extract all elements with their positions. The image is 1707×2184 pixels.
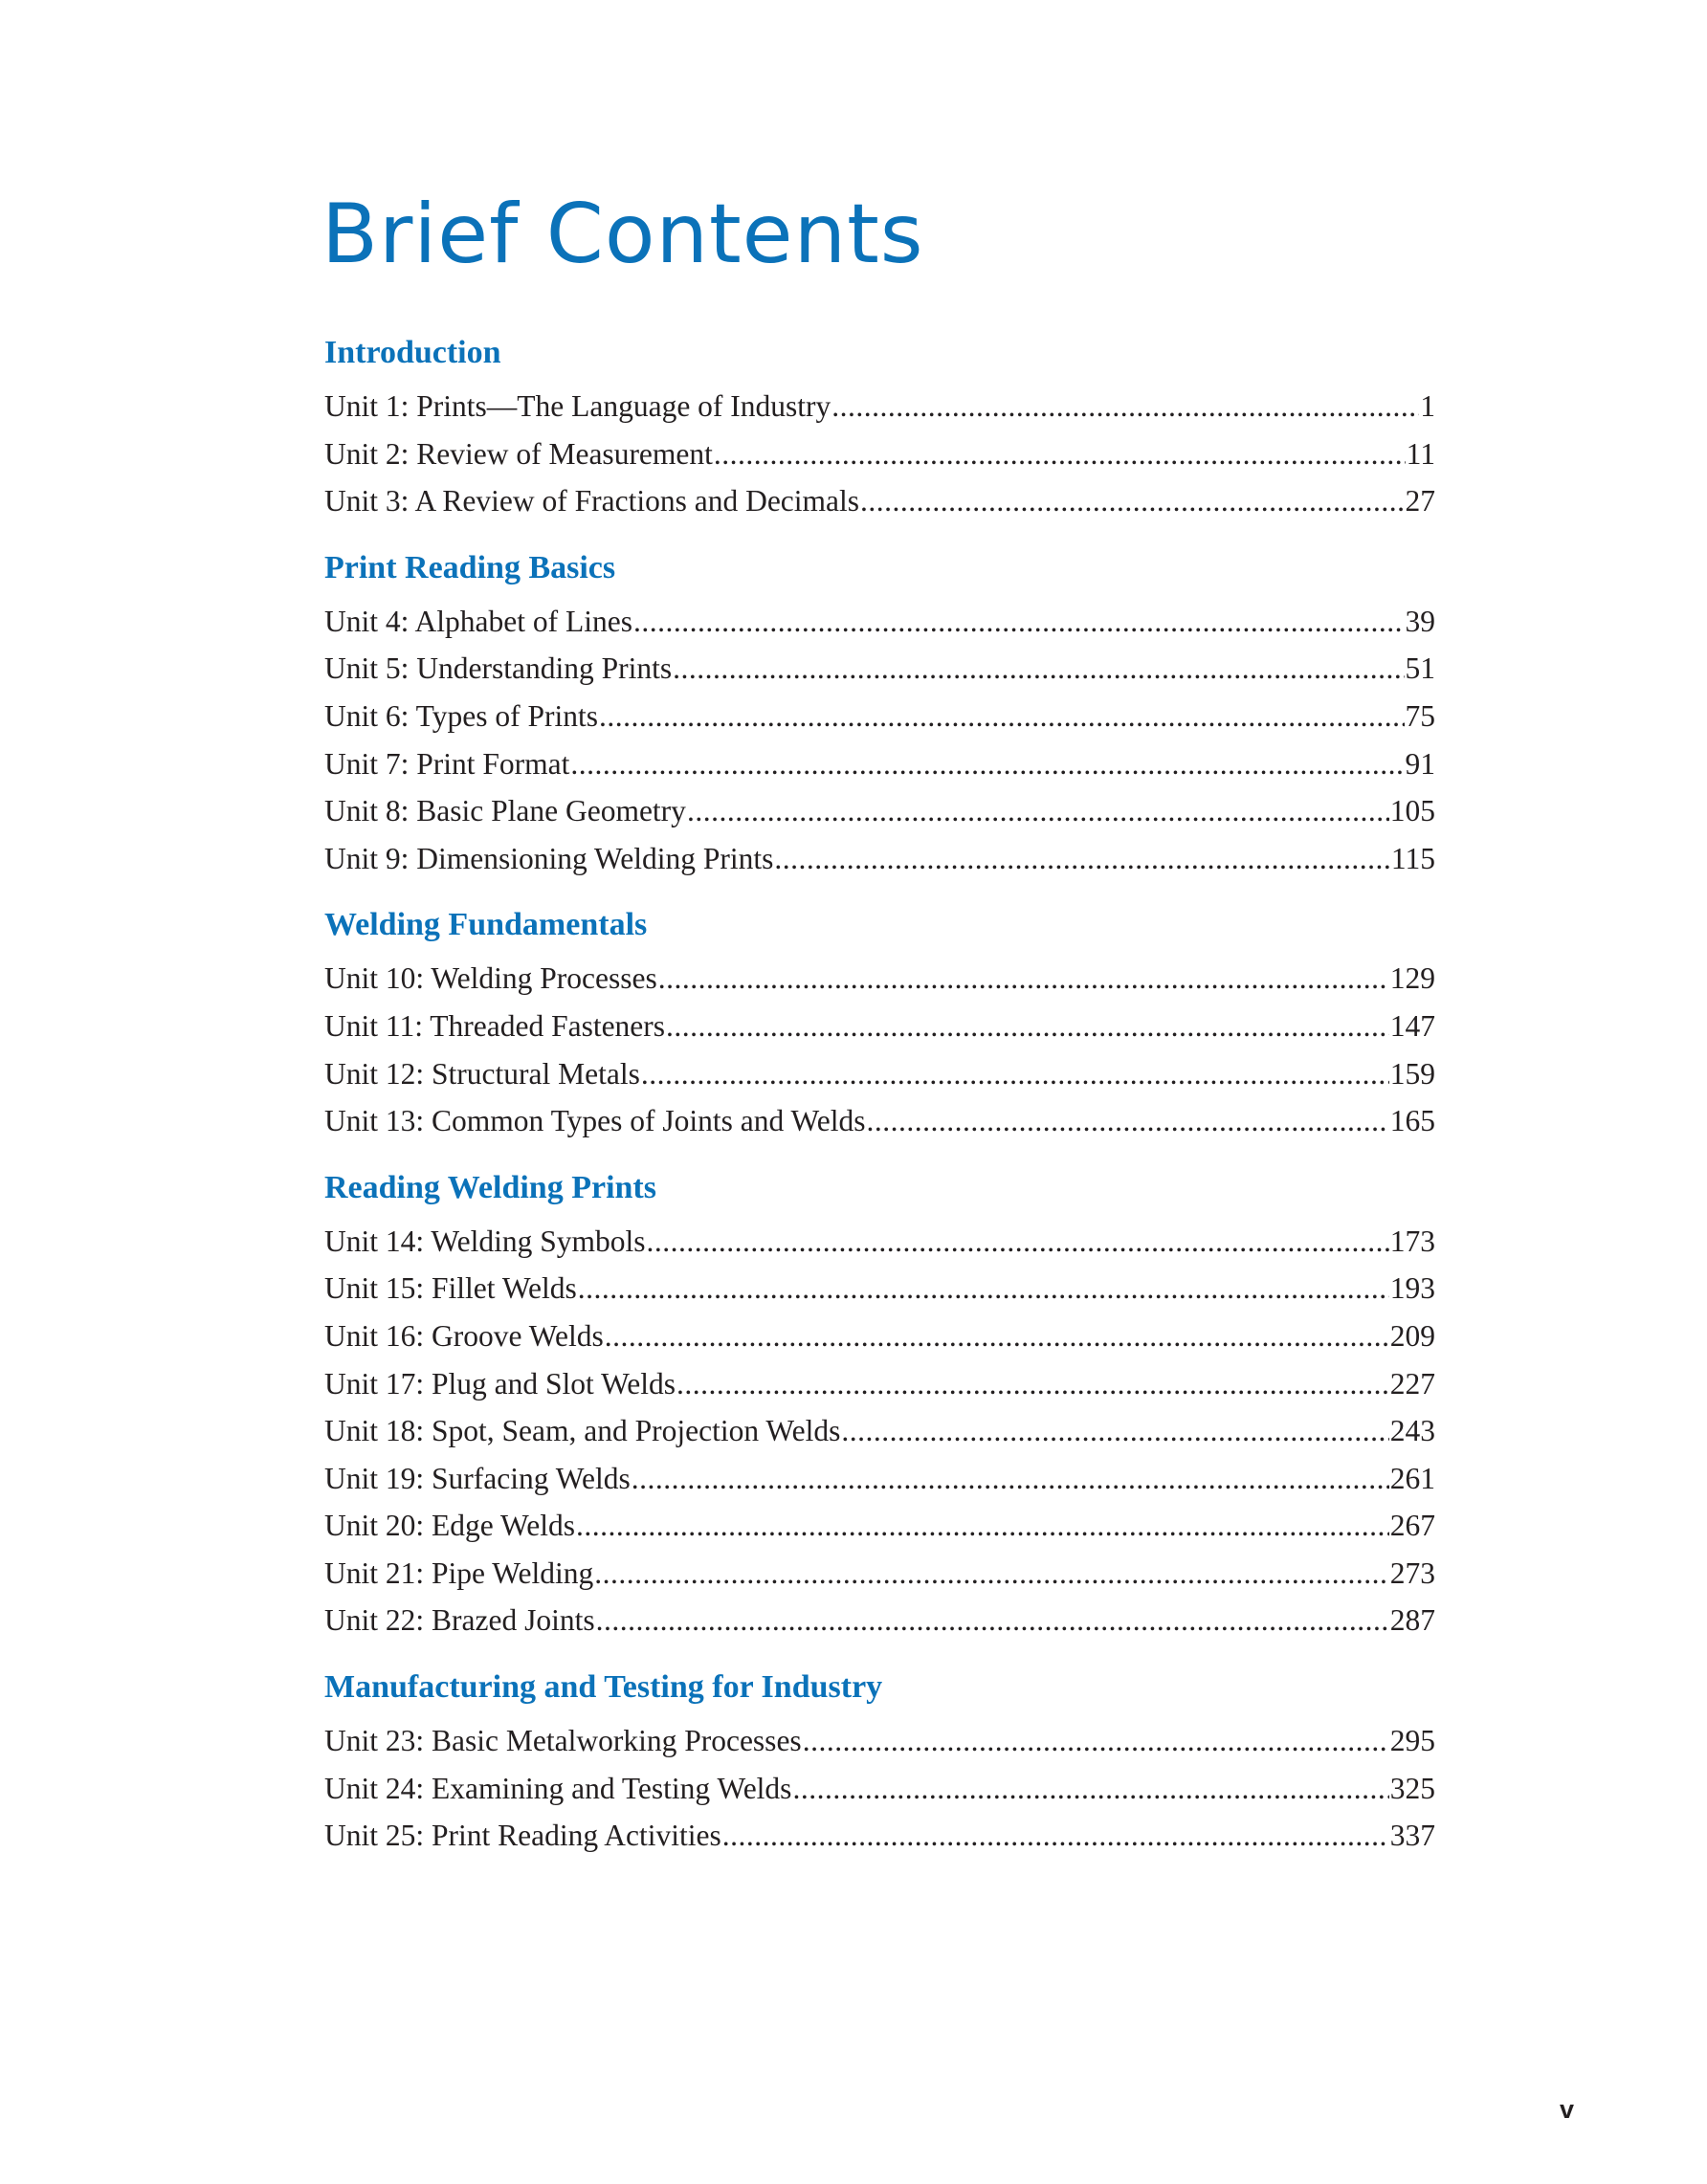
section-heading: Print Reading Basics: [324, 549, 616, 585]
dot-leader: [803, 1717, 1389, 1765]
toc-entry: [324, 1218, 1435, 1266]
page-number: 243: [1389, 1414, 1435, 1448]
page-number: 1: [1420, 389, 1435, 423]
toc-entry: [324, 1502, 1435, 1550]
page-number: 273: [1389, 1555, 1435, 1590]
page-number: 91: [1405, 746, 1435, 781]
entry-list: [324, 598, 1435, 883]
entry-title: Unit 5: Understanding Prints: [324, 651, 673, 686]
toc-section-reading-welding-prints: [324, 1158, 1435, 1644]
page-number: 173: [1389, 1224, 1435, 1258]
page-number: 129: [1389, 961, 1435, 996]
toc-entry: [324, 1265, 1435, 1313]
page-number: 115: [1390, 841, 1435, 875]
dot-leader: [658, 955, 1389, 1003]
page-number: 11: [1406, 436, 1435, 471]
page-number: 227: [1389, 1366, 1435, 1401]
toc-entry: [324, 1717, 1435, 1765]
entry-title: Unit 8: Basic Plane Geometry: [324, 794, 686, 828]
page-number: 51: [1405, 651, 1435, 686]
toc-entry: [324, 1812, 1435, 1860]
toc-entry: [324, 1313, 1435, 1360]
entry-title: Unit 20: Edge Welds: [324, 1509, 575, 1543]
dot-leader: [605, 1313, 1389, 1360]
toc-section-manufacturing-and-testing: [324, 1658, 1435, 1860]
dot-leader: [841, 1407, 1388, 1455]
entry-list: [324, 1717, 1435, 1860]
entry-title: Unit 15: Fillet Welds: [324, 1271, 577, 1306]
dot-leader: [576, 1502, 1389, 1550]
dot-leader: [714, 430, 1406, 478]
toc-entry: [324, 1550, 1435, 1598]
toc-section-welding-fundamentals: [324, 895, 1435, 1144]
entry-title: Unit 2: Review of Measurement: [324, 436, 713, 471]
toc-entry: [324, 645, 1435, 693]
dot-leader: [687, 787, 1389, 835]
entry-list: [324, 955, 1435, 1144]
page-number: 261: [1389, 1461, 1435, 1495]
toc-entry: [324, 430, 1435, 478]
toc-entry: [324, 787, 1435, 835]
toc-entry: [324, 477, 1435, 525]
toc-entry: [324, 693, 1435, 740]
dot-leader: [594, 1550, 1388, 1598]
dot-leader: [570, 740, 1404, 788]
entry-title: Unit 13: Common Types of Joints and Welds: [324, 1104, 866, 1138]
page-number: 209: [1389, 1318, 1435, 1353]
dot-leader: [578, 1265, 1389, 1313]
section-heading: Reading Welding Prints: [324, 1169, 656, 1205]
dot-leader: [792, 1765, 1388, 1813]
dot-leader: [633, 598, 1405, 646]
toc-entry: [324, 955, 1435, 1003]
page-number: 159: [1389, 1056, 1435, 1091]
toc-entry: [324, 1360, 1435, 1408]
page-folio: v: [1560, 2095, 1575, 2124]
section-heading: Welding Fundamentals: [324, 907, 648, 943]
page-number: 165: [1389, 1104, 1435, 1138]
toc-entry: [324, 383, 1435, 430]
entry-title: Unit 9: Dimensioning Welding Prints: [324, 841, 774, 875]
page-number: 287: [1389, 1603, 1435, 1638]
page-number: 105: [1389, 794, 1435, 828]
entry-title: Unit 24: Examining and Testing Welds: [324, 1771, 792, 1805]
table-of-contents: [324, 323, 1435, 1860]
toc-entry: [324, 1765, 1435, 1813]
entry-title: Unit 3: A Review of Fractions and Decimals: [324, 484, 860, 518]
page-number: 147: [1389, 1008, 1435, 1043]
entry-title: Unit 21: Pipe Welding: [324, 1555, 594, 1590]
entry-title: Unit 17: Plug and Slot Welds: [324, 1366, 676, 1401]
page-number: 27: [1405, 484, 1435, 518]
entry-title: Unit 25: Print Reading Activities: [324, 1819, 721, 1853]
dot-leader: [866, 1097, 1388, 1145]
dot-leader: [673, 645, 1404, 693]
page-number: 75: [1405, 698, 1435, 733]
dot-leader: [676, 1360, 1389, 1408]
toc-entry: [324, 1455, 1435, 1503]
entry-title: Unit 1: Prints—The Language of Industry: [324, 389, 831, 423]
entry-title: Unit 4: Alphabet of Lines: [324, 604, 632, 638]
entry-title: Unit 16: Groove Welds: [324, 1318, 604, 1353]
toc-entry: [324, 1050, 1435, 1098]
toc-entry: [324, 598, 1435, 646]
dot-leader: [860, 477, 1404, 525]
toc-section-introduction: [324, 323, 1435, 525]
entry-title: Unit 23: Basic Metalworking Processes: [324, 1724, 802, 1758]
page-number: 267: [1389, 1509, 1435, 1543]
toc-entry: [324, 1597, 1435, 1644]
dot-leader: [632, 1455, 1389, 1503]
page-title: Brief Contents: [321, 187, 924, 282]
entry-list: [324, 1218, 1435, 1644]
dot-leader: [599, 693, 1405, 740]
entry-title: Unit 7: Print Format: [324, 746, 570, 781]
page-number: 295: [1389, 1724, 1435, 1758]
entry-title: Unit 18: Spot, Seam, and Projection Welds: [324, 1414, 841, 1448]
toc-entry: [324, 740, 1435, 788]
dot-leader: [831, 383, 1419, 430]
toc-entry: [324, 1407, 1435, 1455]
toc-entry: [324, 835, 1435, 883]
entry-title: Unit 22: Brazed Joints: [324, 1603, 595, 1638]
page-number: 337: [1389, 1819, 1435, 1853]
page-number: 39: [1405, 604, 1435, 638]
dot-leader: [647, 1218, 1389, 1266]
toc-entry: [324, 1003, 1435, 1050]
dot-leader: [774, 835, 1390, 883]
entry-title: Unit 11: Threaded Fasteners: [324, 1008, 666, 1043]
entry-title: Unit 10: Welding Processes: [324, 961, 657, 996]
toc-section-print-reading-basics: [324, 539, 1435, 883]
entry-title: Unit 19: Surfacing Welds: [324, 1461, 631, 1495]
entry-title: Unit 6: Types of Prints: [324, 698, 598, 733]
entry-title: Unit 14: Welding Symbols: [324, 1224, 646, 1258]
dot-leader: [596, 1597, 1389, 1644]
entry-title: Unit 12: Structural Metals: [324, 1056, 640, 1091]
toc-entry: [324, 1097, 1435, 1145]
section-heading: Introduction: [324, 335, 501, 370]
page-number: 193: [1389, 1271, 1435, 1306]
page-number: 325: [1389, 1771, 1435, 1805]
entry-list: [324, 383, 1435, 525]
dot-leader: [722, 1812, 1389, 1860]
dot-leader: [666, 1003, 1389, 1050]
dot-leader: [641, 1050, 1389, 1098]
section-heading: Manufacturing and Testing for Industry: [324, 1669, 883, 1706]
